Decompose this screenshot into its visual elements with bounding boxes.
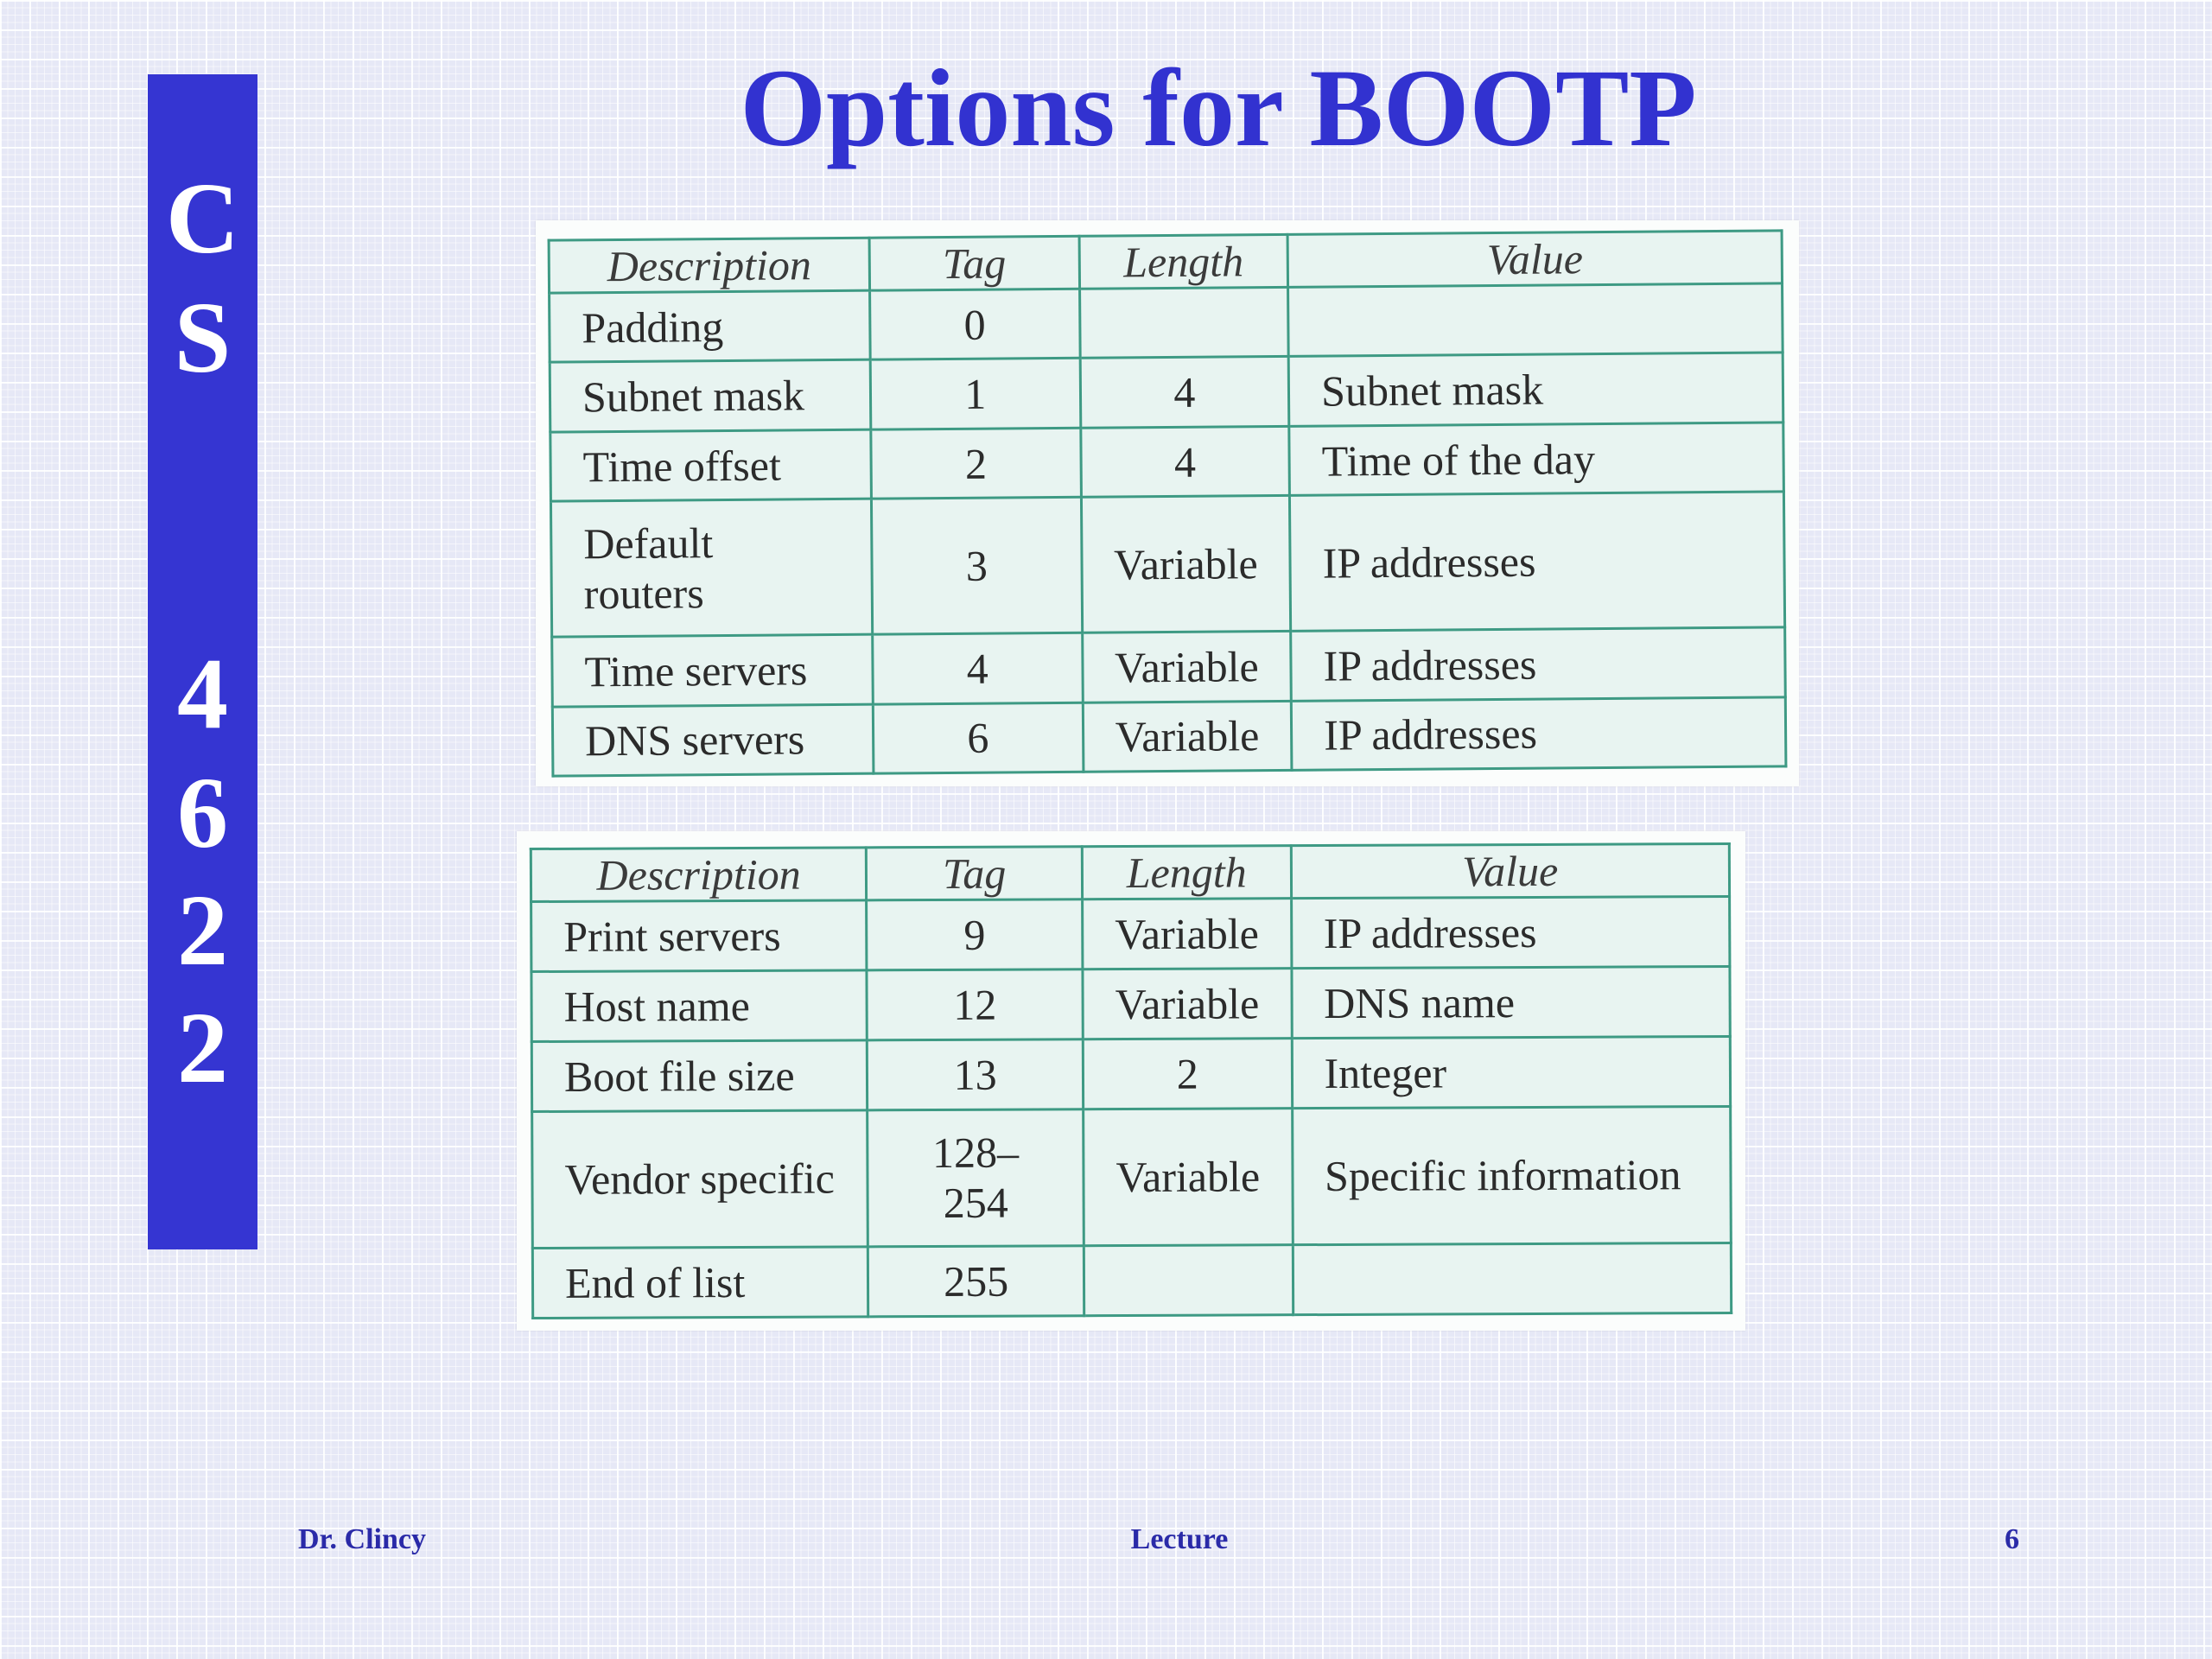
footer-lecture: Lecture [1130,1523,1229,1555]
course-number-digit: 2 [177,874,228,987]
course-number-digit: 2 [177,991,228,1104]
cell-value: Integer [1292,1036,1731,1108]
header-value: Value [1291,843,1730,898]
cell-description: Padding [550,290,871,362]
cell-tag: 1 [870,359,1080,429]
cell-length [1079,287,1288,358]
cell-value: Subnet mask [1288,353,1783,426]
course-letter: S [174,281,232,394]
table-row [552,696,1786,776]
table-row [550,423,1784,502]
table-row [550,353,1783,432]
bootp-options-table-2-card [517,831,1745,1331]
course-letter: C [165,162,240,275]
footer-page-number: 6 [2005,1523,2019,1555]
bootp-options-table-1 [548,229,1788,777]
cell-description: Subnet mask [550,360,871,432]
table-header-row [531,843,1729,901]
cell-tag: 13 [868,1039,1084,1110]
cell-tag: 9 [867,899,1083,970]
slide-title: Options for BOOTP [740,47,1697,169]
cell-length: Variable [1081,496,1291,633]
course-sidebar [148,74,257,1249]
cell-value: IP addresses [1290,492,1785,631]
header-value: Value [1287,231,1782,287]
cell-tag: 128–254 [868,1109,1084,1247]
cell-value: IP addresses [1291,696,1785,770]
cell-length: Variable [1083,899,1292,969]
cell-description: Print servers [531,900,868,972]
cell-tag: 255 [868,1246,1084,1317]
cell-tag: 0 [870,289,1080,359]
cell-description: Boot file size [531,1040,868,1112]
table-row [550,492,1784,637]
cell-length: Variable [1082,632,1291,702]
table-row [550,283,1783,363]
cell-tag: 4 [873,632,1083,703]
table-row [531,966,1730,1041]
cell-tag: 6 [873,702,1083,773]
cell-tag: 3 [871,498,1082,635]
cell-length: 2 [1083,1039,1292,1109]
table-header-row [549,231,1782,293]
cell-length: Variable [1083,969,1292,1039]
cell-tag: 12 [867,969,1083,1040]
cell-description: Time servers [552,634,874,706]
cell-value: Specific information [1292,1106,1731,1244]
cell-description: Host name [531,970,868,1042]
footer-author: Dr. Clincy [298,1523,426,1555]
cell-value: IP addresses [1291,896,1730,968]
table-row [531,1036,1730,1111]
table-row [532,1243,1731,1318]
cell-value [1288,283,1783,357]
header-length: Length [1079,234,1288,289]
cell-length [1084,1245,1293,1316]
cell-description: Time offset [550,429,872,501]
cell-value [1293,1243,1732,1314]
header-description: Description [531,848,867,902]
cell-length: Variable [1084,1109,1293,1246]
header-tag: Tag [869,236,1079,290]
course-number-digit: 4 [177,637,228,750]
header-length: Length [1082,846,1291,899]
cell-description: Default routers [550,499,872,637]
cell-length: 4 [1080,426,1289,497]
cell-description: End of list [532,1247,868,1319]
cell-value: IP addresses [1291,627,1785,701]
table-row [531,896,1730,971]
cell-length: 4 [1080,357,1289,428]
cell-description: DNS servers [552,704,874,776]
bootp-options-table-2 [530,842,1732,1319]
table-row [532,1106,1732,1248]
cell-description: Vendor specific [532,1110,868,1249]
cell-value: Time of the day [1289,423,1783,496]
cell-tag: 2 [871,428,1081,499]
header-description: Description [549,238,869,293]
bootp-options-table-1-card [536,220,1799,786]
cell-length: Variable [1083,701,1292,772]
header-tag: Tag [867,847,1083,900]
table-row [552,627,1786,707]
cell-value: DNS name [1292,966,1731,1038]
course-number-digit: 6 [177,756,228,869]
